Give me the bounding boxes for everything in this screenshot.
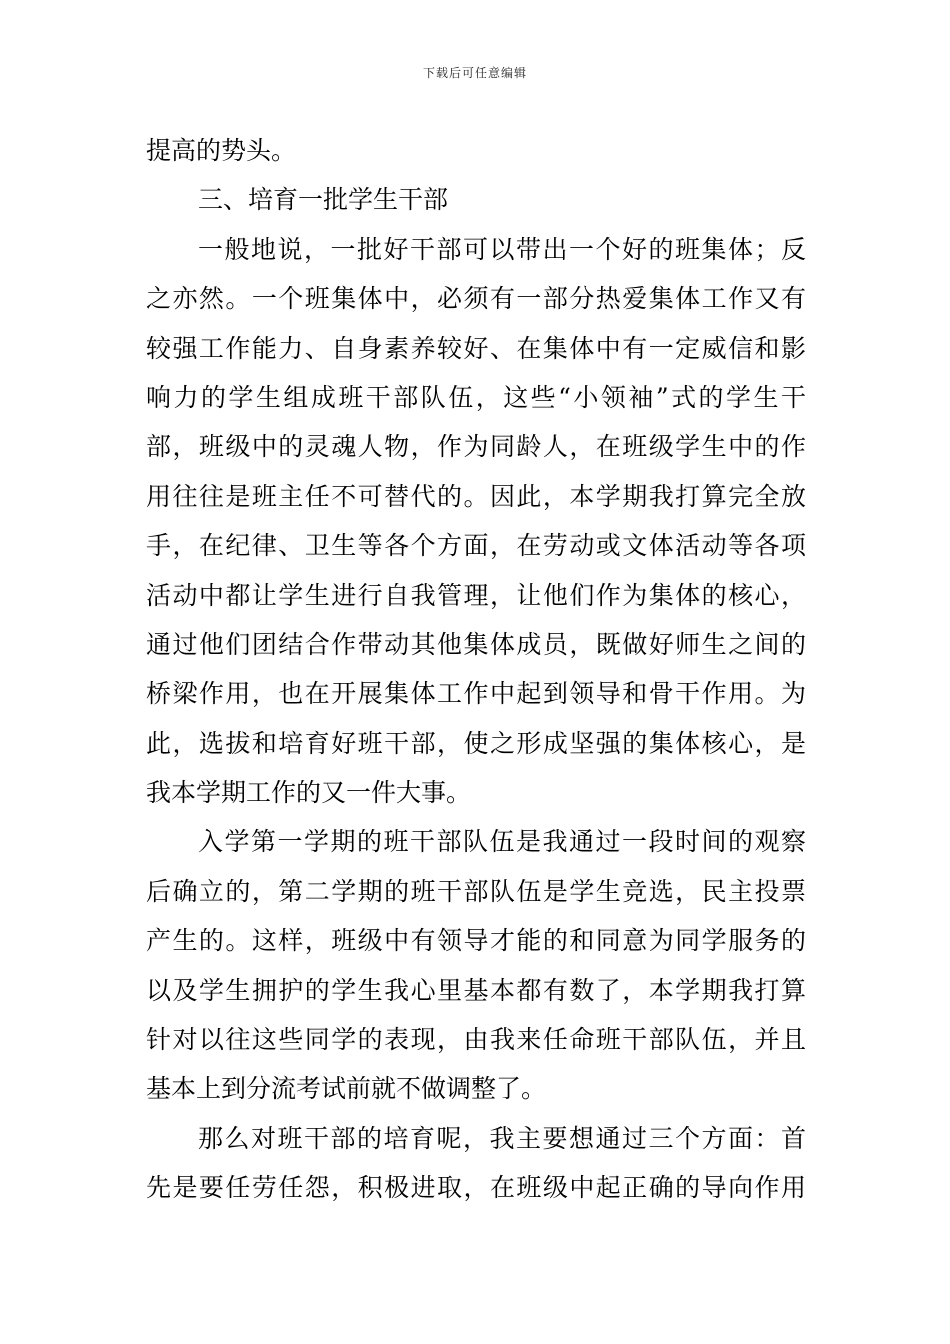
text-line: 入学第一学期的班干部队伍是我通过一段时间的观察 — [198, 827, 806, 857]
text-line: 提高的势头。 — [146, 136, 297, 165]
text-line: 针对以往这些同学的表现，由我来任命班干部队伍，并且 — [146, 1025, 806, 1055]
text-line: 先是要任劳任怨，积极进取，在班级中起正确的导向作用 — [146, 1173, 806, 1203]
text-line: 那么对班干部的培育呢，我主要想通过三个方面：首 — [198, 1123, 806, 1153]
section-heading: 三、培育一批学生干部 — [198, 185, 449, 215]
text-line: 以及学生拥护的学生我心里基本都有数了，本学期我打算 — [146, 975, 806, 1005]
page-header: 下载后可任意编辑 — [422, 66, 527, 80]
text-line: 产生的。这样，班级中有领导才能的和同意为同学服务的 — [146, 926, 806, 956]
document-body — [146, 126, 806, 1213]
text-line: 较强工作能力、自身素养较好、在集体中有一定威信和影 — [146, 333, 806, 363]
text-line: 活动中都让学生进行自我管理，让他们作为集体的核心， — [146, 580, 806, 610]
text-line: 后确立的，第二学期的班干部队伍是学生竞选，民主投票 — [146, 876, 806, 906]
text-line: 基本上到分流考试前就不做调整了。 — [146, 1074, 547, 1104]
text-line: 部，班级中的灵魂人物，作为同龄人，在班级学生中的作 — [146, 432, 806, 462]
text-line: 之亦然。一个班集体中，必须有一部分热爱集体工作又有 — [146, 284, 806, 314]
text-line: 手，在纪律、卫生等各个方面，在劳动或文体活动等各项 — [146, 531, 806, 561]
text-line: 桥梁作用，也在开展集体工作中起到领导和骨干作用。为 — [146, 679, 806, 709]
text-line: 响力的学生组成班干部队伍，这些“小领袖”式的学生干 — [146, 382, 806, 412]
text-line: 通过他们团结合作带动其他集体成员，既做好师生之间的 — [146, 629, 806, 659]
text-line: 此，选拔和培育好班干部，使之形成坚强的集体核心，是 — [146, 728, 806, 758]
text-line: 一般地说，一批好干部可以带出一个好的班集体；反 — [198, 234, 806, 264]
text-line: 用往往是班主任不可替代的。因此，本学期我打算完全放 — [146, 481, 806, 511]
text-line: 我本学期工作的又一件大事。 — [146, 778, 472, 808]
